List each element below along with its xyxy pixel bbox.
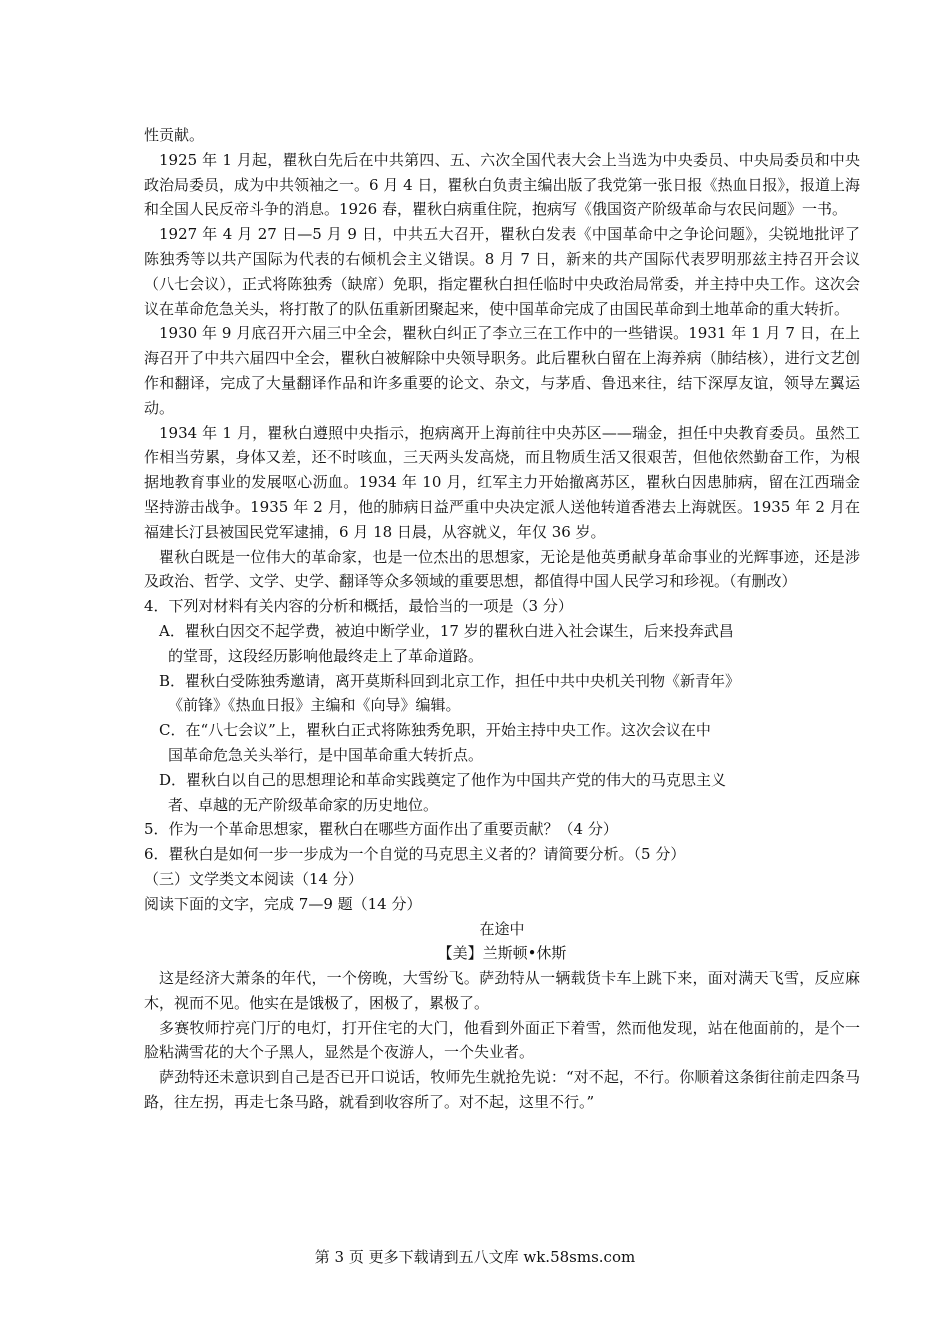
option-b-cont: 《前锋》《热血日报》主编和《向导》编辑。 — [168, 696, 461, 715]
option-b: B．瞿秋白受陈独秀邀请，离开莫斯科回到北京工作，担任中共中央机关刊物《新青年》 — [159, 671, 741, 690]
story-title: 在途中 — [479, 919, 525, 938]
page-footer: 第 3 页 更多下载请到五八文库 wk.58sms.com — [314, 1248, 636, 1266]
question-6: 6．瞿秋白是如何一步一步成为一个自觉的马克思主义者的？请简要分析。（5 分） — [144, 845, 686, 864]
paragraph: 1927 年 4 月 27 日—5 月 9 日，中共五大召开，瞿秋白发表《中国革命中之争论问题》，尖锐地批评了陈独秀等以共产国际为代表的右倾机会主义错误。8 月 7 日，新来的共产国际代表罗明那兹主持召开会议（八七会议），正式将陈独秀（缺席）免职，指定瞿秋白担任临时中央政治局常委，并主持中央工作。这次会议在革命危急关头，将打散了的队伍重新团聚起来，使中国革命完成了由国民革命到土地革命的重大转折。 — [144, 225, 860, 318]
story-paragraph: 这是经济大萧条的年代，一个傍晚，大雪纷飞。萨劲特从一辆载货卡车上跳下来，面对满天飞雪，反应麻木，视而不见。他实在是饿极了，困极了，累极了。 — [144, 969, 860, 1012]
story-paragraph: 萨劲特还未意识到自己是否已开口说话，牧师先生就抢先说：“对不起，不行。你顺着这条街往前走四条马路，往左拐，再走七条马路，就看到收容所了。对不起，这里不行。” — [144, 1068, 860, 1112]
paragraph: 性贡献。 — [144, 126, 205, 144]
paragraph: 1930 年 9 月底召开六届三中全会，瞿秋白纠正了李立三在工作中的一些错误。1931 年 1 月 7 日，在上海召开了中共六届四中全会，瞿秋白被解除中央领导职务。此后瞿秋白留在上海养病（肺结核），进行文艺创作和翻译，完成了大量翻译作品和许多重要的论文、杂文，与茅盾、鲁迅来往，结下深厚友谊，领导左翼运动。 — [144, 324, 860, 417]
paragraph: 1925 年 1 月起，瞿秋白先后在中共第四、五、六次全国代表大会上当选为中央委员、中央局委员和中央政治局委员，成为中共领袖之一。6 月 4 日，瞿秋白负责主编出版了我党第一张日报《热血日报》，报道上海和全国人民反帝斗争的消息。1926 春，瞿秋白病重住院，抱病写《俄国资产阶级革命与农民问题》一书。 — [144, 150, 860, 219]
story-paragraph: 多赛牧师拧亮门厅的电灯，打开住宅的大门，他看到外面正下着雪，然而他发现，站在他面前的，是个一脸粘满雪花的大个子黑人，显然是个夜游人，一个失业者。 — [144, 1018, 860, 1062]
paragraph: 瞿秋白既是一位伟大的革命家，也是一位杰出的思想家，无论是他英勇献身革命事业的光辉事迹，还是涉及政治、哲学、文学、史学、翻译等众多领域的重要思想，都值得中国人民学习和珍视。（有删改） — [144, 547, 860, 591]
option-a: A．瞿秋白因交不起学费，被迫中断学业，17 岁的瞿秋白进入社会谋生，后来投奔武昌 — [159, 621, 734, 640]
option-d: D．瞿秋白以自己的思想理论和革命实践奠定了他作为中国共产党的伟大的马克思主义 — [159, 770, 727, 789]
option-c-cont: 国革命危急关头举行，是中国革命重大转折点。 — [168, 745, 484, 764]
main-text — [144, 123, 860, 1115]
question-4: 4．下列对材料有关内容的分析和概括，最恰当的一项是（3 分） — [144, 597, 573, 616]
section-heading: （三）文学类文本阅读（14 分） — [144, 869, 363, 888]
question-5: 5．作为一个革命思想家，瞿秋白在哪些方面作出了重要贡献？（4 分） — [144, 820, 618, 839]
option-c: C．在“八七会议”上，瞿秋白正式将陈独秀免职，开始主持中央工作。这次会议在中 — [159, 721, 711, 740]
paragraph: 1934 年 1 月，瞿秋白遵照中央指示，抱病离开上海前往中央苏区——瑞金，担任中央教育委员。虽然工作相当劳累，身体又差，还不时咳血，三天两头发高烧，而且物质生活又很艰苦，但他依然勤奋工作，为根据地教育事业的发展呕心沥血。1934 年 10 月，红军主力开始撤离苏区，瞿秋白因患肺病，留在江西瑞金坚持游击战争。1935 年 2 月，他的肺病日益严重中央决定派人送他转道香港去上海就医。1935 年 2 月在福建长汀县被国民党军逮捕，6 月 18 日晨，从容就义，年仅 36 岁。 — [144, 423, 860, 541]
option-d-cont: 者、卓越的无产阶级革命家的历史地位。 — [168, 795, 439, 814]
option-a-cont: 的堂哥，这段经历影响他最终走上了革命道路。 — [168, 646, 484, 665]
story-author: 【美】兰斯顿•休斯 — [437, 944, 567, 963]
section-instruction: 阅读下面的文字，完成 7—9 题（14 分） — [144, 894, 422, 913]
